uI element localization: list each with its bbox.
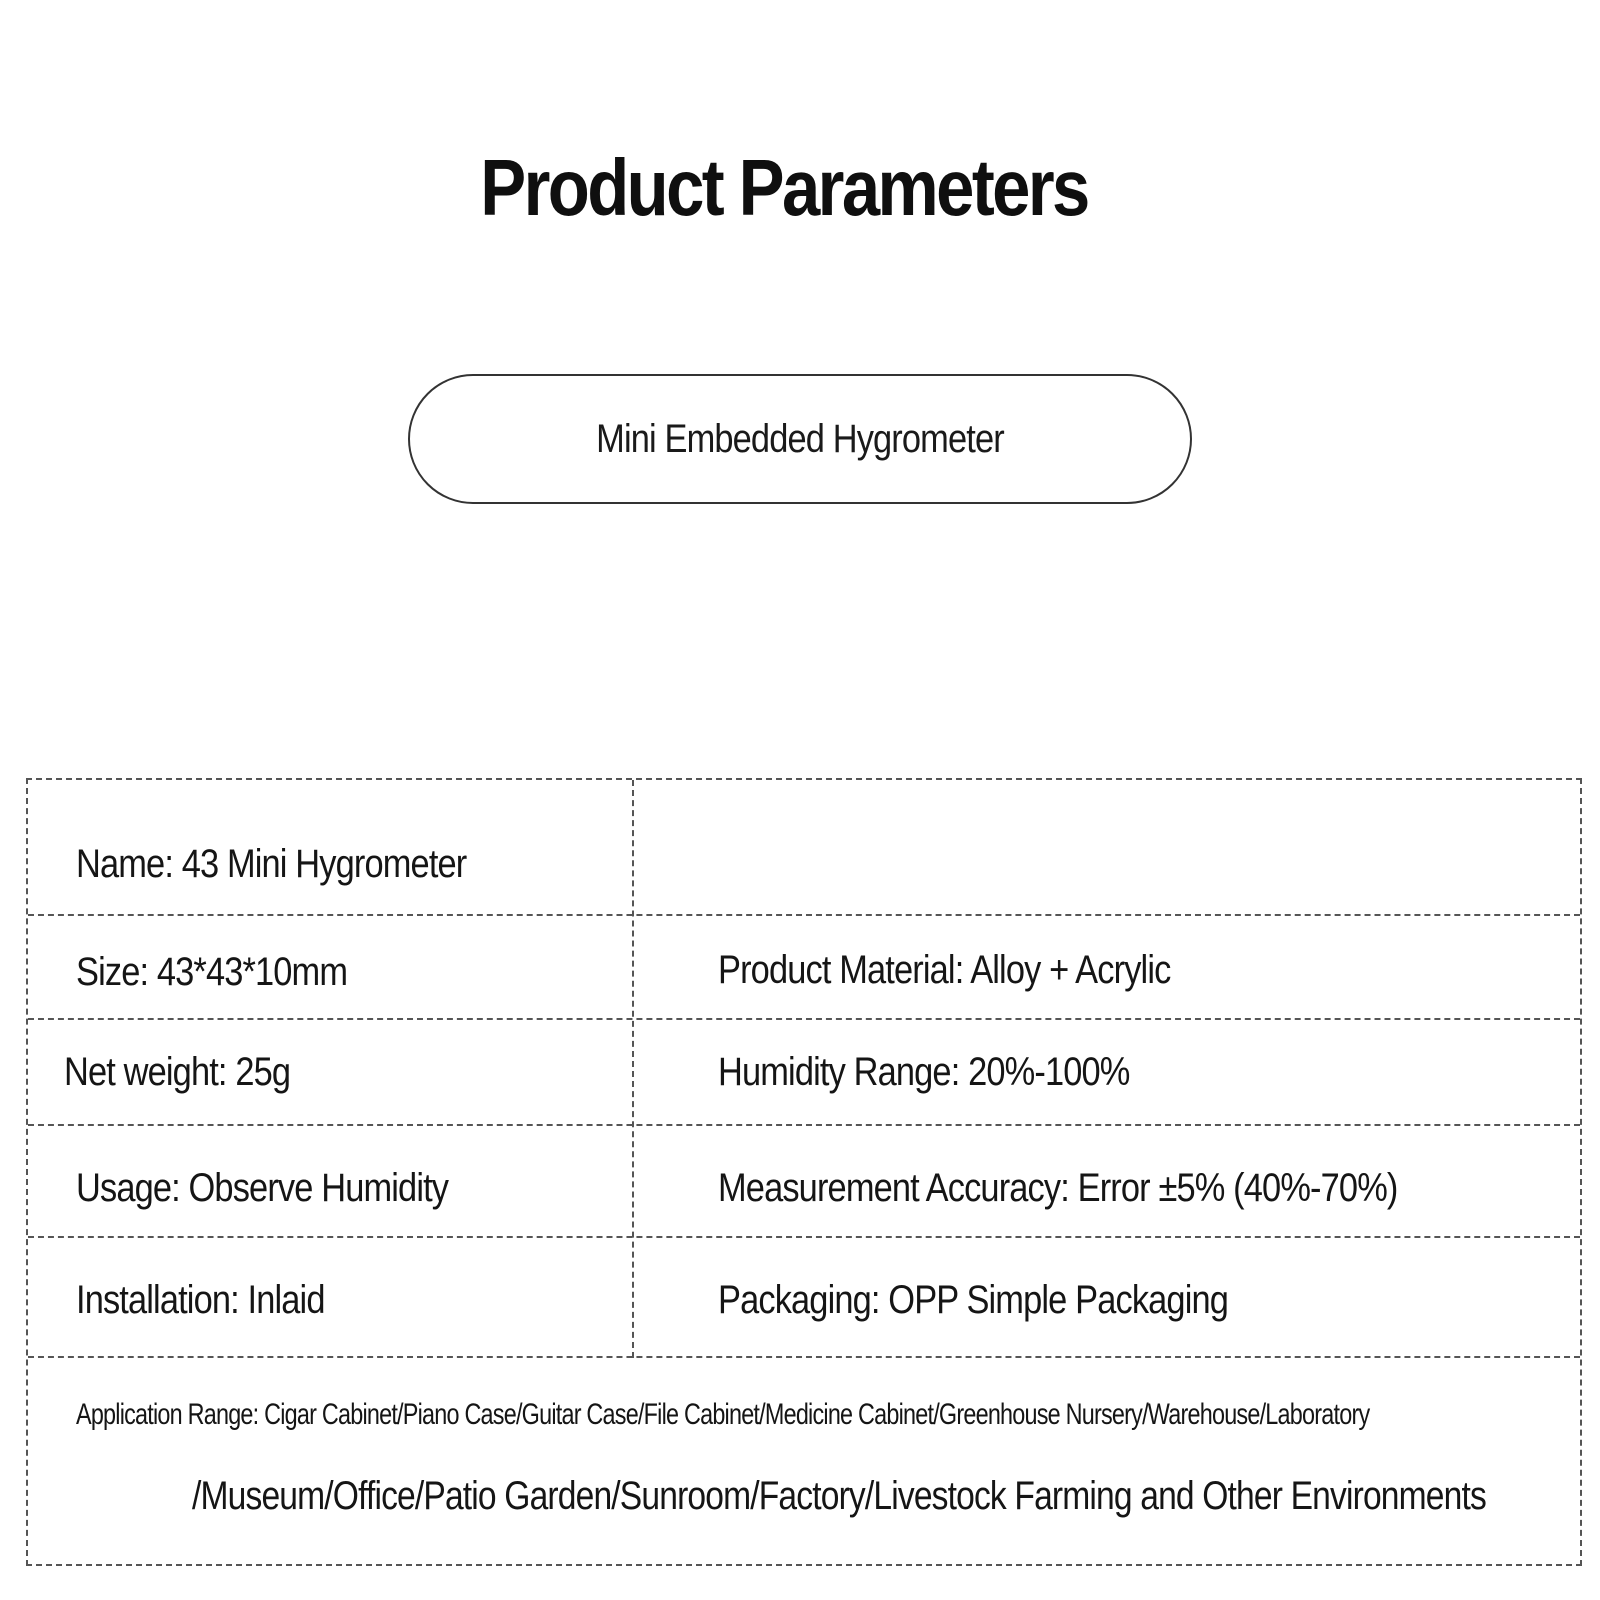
- row-divider: [28, 1236, 1580, 1238]
- product-name-label: Mini Embedded Hygrometer: [596, 416, 1004, 461]
- page-title: Product Parameters: [480, 143, 1088, 232]
- spec-name: Name: 43 Mini Hygrometer: [76, 842, 467, 886]
- spec-size: Size: 43*43*10mm: [76, 950, 348, 994]
- spec-application-range: Application Range: Cigar Cabinet/Piano Case/Guitar Case/File Cabinet/Medicine Cabinet/Greenhouse Nursery/Warehouse/Laboratory: [76, 1398, 1370, 1431]
- spec-net-weight: Net weight: 25g: [64, 1050, 291, 1094]
- spec-accuracy: Measurement Accuracy: Error ±5% (40%-70%): [718, 1166, 1398, 1210]
- specs-table: [26, 778, 1582, 1566]
- spec-humidity-range: Humidity Range: 20%-100%: [718, 1050, 1130, 1094]
- row-divider: [28, 1356, 1580, 1358]
- spec-material: Product Material: Alloy + Acrylic: [718, 948, 1171, 992]
- product-name-pill: [408, 374, 1192, 504]
- column-divider: [632, 780, 634, 1358]
- spec-installation: Installation: Inlaid: [76, 1278, 325, 1322]
- row-divider: [28, 914, 1580, 916]
- spec-packaging: Packaging: OPP Simple Packaging: [718, 1278, 1229, 1322]
- row-divider: [28, 1124, 1580, 1126]
- spec-application-range-continued: /Museum/Office/Patio Garden/Sunroom/Factory/Livestock Farming and Other Environments: [192, 1474, 1486, 1518]
- row-divider: [28, 1018, 1580, 1020]
- spec-usage: Usage: Observe Humidity: [76, 1166, 449, 1210]
